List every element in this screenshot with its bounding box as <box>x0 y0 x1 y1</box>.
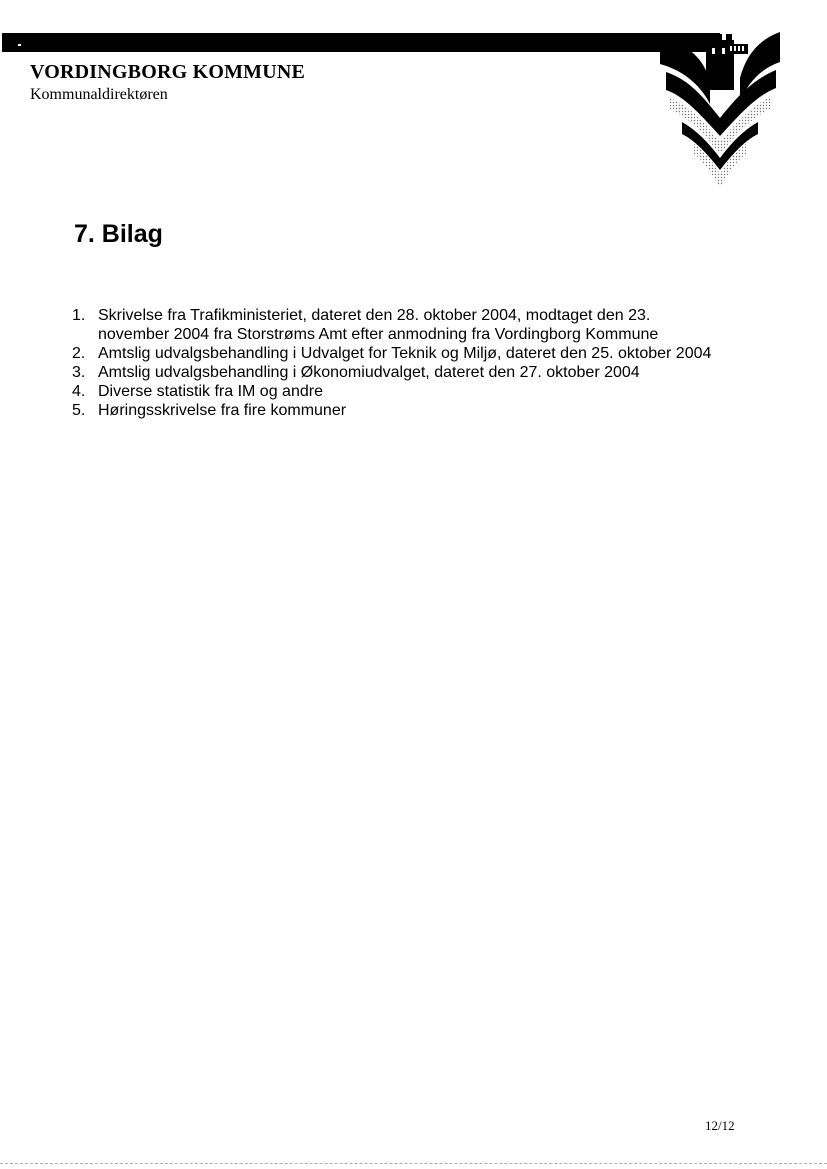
list-item <box>72 306 722 344</box>
list-item-text: Amtslig udvalgsbehandling i Udvalget for Teknik og Miljø, dateret den 25. oktober 2004 <box>98 345 712 362</box>
list-item-number: 2. <box>72 345 86 362</box>
list-item-text: Diverse statistik fra IM og andre <box>98 383 323 400</box>
org-name: VORDINGBORG KOMMUNE <box>30 61 306 83</box>
list-item <box>72 344 722 363</box>
list-item <box>72 401 722 420</box>
list-item-text: Høringsskrivelse fra fire kommuner <box>98 402 347 419</box>
list-item-text: Skrivelse fra Trafikministeriet, dateret den 28. oktober 2004, modtaget den 23. november 2004 fra Storstrøms Amt efter anmodning fra Vordingborg Kommune <box>98 307 659 343</box>
list-item-number: 5. <box>72 402 86 419</box>
header-bar-mark <box>18 44 21 46</box>
list-item <box>72 382 722 401</box>
annex-list <box>72 306 722 420</box>
department-name: Kommunaldirektøren <box>30 86 168 103</box>
list-item <box>72 363 722 382</box>
footer-rule <box>0 1163 827 1164</box>
section-title: 7. Bilag <box>74 220 163 248</box>
municipal-coat-of-arms-icon <box>660 26 780 194</box>
page-number: 12/12 <box>705 1118 735 1133</box>
list-item-number: 3. <box>72 364 86 381</box>
list-item-text: Amtslig udvalgsbehandling i Økonomiudvalget, dateret den 27. oktober 2004 <box>98 364 640 381</box>
header-bar <box>2 33 720 52</box>
list-item-number: 4. <box>72 383 86 400</box>
list-item-number: 1. <box>72 307 86 324</box>
